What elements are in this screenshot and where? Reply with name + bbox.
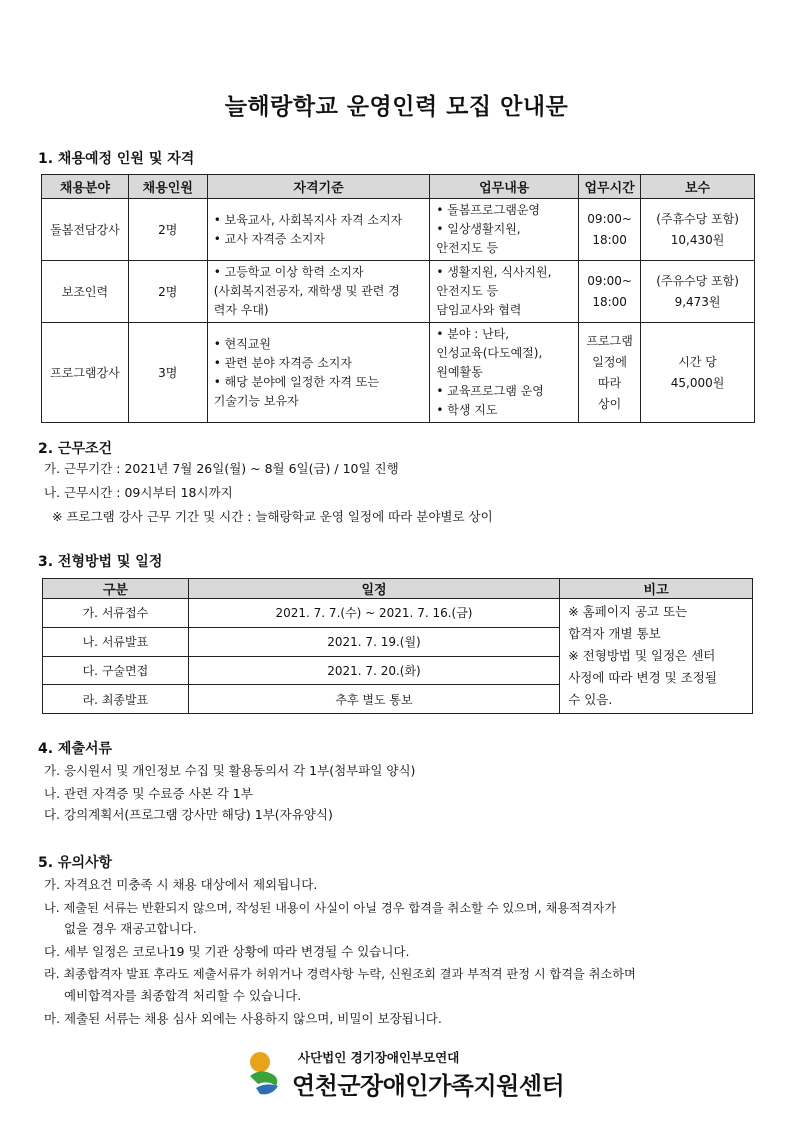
header-count: 채용인원 (128, 175, 207, 199)
time-line: 상이 (598, 396, 622, 411)
header-date: 일정 (188, 579, 559, 599)
table-row (43, 599, 753, 628)
date-cell: 2021. 7. 19.(월) (188, 627, 559, 656)
qual-line: • 해당 분야에 일정한 자격 또는 (213, 374, 379, 389)
notice-item-cont: 예비합격자를 최종합격 처리할 수 있습니다. (64, 988, 302, 1003)
stage-cell: 가. 서류접수 (43, 599, 189, 628)
schedule-header-row (43, 579, 753, 599)
qual-line: (사회복지전공자, 재학생 및 관련 경 (213, 284, 400, 298)
stage-cell: 다. 구술면접 (43, 656, 189, 685)
header-work: 업무내용 (430, 175, 579, 199)
stage-cell: 나. 서류발표 (43, 627, 189, 656)
page-title: 늘해랑학교 운영인력 모집 안내문 (224, 94, 569, 120)
work-line: • 일상생활지원, (436, 222, 521, 236)
stage-cell: 라. 최종발표 (43, 685, 189, 714)
time-line: 09:00~ (587, 211, 632, 226)
doc-item: 나. 관련 자격증 및 수료증 사본 각 1부 (44, 786, 253, 801)
section5-heading: 5. 유의사항 (38, 855, 113, 871)
qual-line: • 현직교원 (213, 336, 271, 351)
work-line: 인성교육(다도예절), (436, 346, 543, 360)
time-line: 18:00 (592, 294, 627, 309)
notice-item: 다. 세부 일정은 코로나19 및 기관 상황에 따라 변경될 수 있습니다. (44, 944, 410, 959)
notice-item: 가. 자격요건 미충족 시 채용 대상에서 제외됩니다. (44, 877, 318, 892)
work-line: • 생활지원, 식사지원, (436, 265, 552, 279)
doc-item: 다. 강의계획서(프로그램 강사만 해당) 1부(자유양식) (44, 807, 333, 822)
row-count: 3명 (128, 323, 207, 423)
time-line: 따라 (598, 375, 622, 390)
recruit-header-row (42, 175, 755, 199)
qual-line: 력자 우대) (213, 303, 269, 317)
pay-line: 9,473원 (674, 294, 721, 309)
row-count: 2명 (128, 199, 207, 261)
notice-item-cont: 없을 경우 재공고합니다. (64, 921, 197, 936)
row-work (430, 261, 579, 323)
work-hours: 나. 근무시간 : 09시부터 18시까지 (44, 485, 233, 500)
section2-note: ※ 프로그램 강사 근무 기간 및 시간 : 늘해랑학교 운영 일정에 따라 분야별로 상이 (52, 509, 493, 524)
pay-line: (주유수당 포함) (656, 273, 739, 288)
qual-line: • 관련 분야 자격증 소지자 (213, 355, 352, 370)
row-work (430, 199, 579, 261)
header-stage: 구분 (43, 579, 189, 599)
row-work (430, 323, 579, 423)
work-line: • 돌봄프로그램운영 (436, 203, 540, 217)
row-time (579, 199, 641, 261)
row-qual (207, 323, 430, 423)
header-remarks: 비고 (560, 579, 753, 599)
org-name: 연천군장애인가족지원센터 (292, 1072, 565, 1100)
remark-line: 합격자 개별 통보 (568, 626, 661, 641)
section2-heading: 2. 근무조건 (38, 441, 113, 457)
remarks-cell (560, 599, 753, 714)
pay-line: 10,430원 (670, 232, 725, 247)
pay-line: (주휴수당 포함) (656, 211, 739, 226)
work-line: 담임교사와 협력 (436, 303, 522, 317)
row-count: 2명 (128, 261, 207, 323)
notice-item: 마. 제출된 서류는 채용 심사 외에는 사용하지 않으며, 비밀이 보장됩니다. (44, 1011, 442, 1026)
date-cell: 2021. 7. 20.(화) (188, 656, 559, 685)
row-qual (207, 199, 430, 261)
remark-line: 수 있음. (568, 692, 613, 707)
row-pay (641, 199, 755, 261)
recruit-table (41, 174, 755, 423)
footer-logo (240, 1044, 570, 1100)
work-line: • 교육프로그램 운영 (436, 384, 544, 398)
time-line: 18:00 (592, 232, 627, 247)
qual-line: • 고등학교 이상 학력 소지자 (213, 265, 364, 279)
row-pay (641, 323, 755, 423)
table-row (42, 323, 755, 423)
date-cell: 2021. 7. 7.(수) ~ 2021. 7. 16.(금) (188, 599, 559, 628)
work-period: 가. 근무기간 : 2021년 7월 26일(월) ~ 8월 6일(금) / 10일 진행 (44, 461, 399, 476)
notice-item: 라. 최종합격자 발표 후라도 제출서류가 허위거나 경력사항 누락, 신원조회 결과 부적격 판정 시 합격을 취소하며 (44, 967, 636, 981)
work-line: • 학생 지도 (436, 403, 498, 417)
time-line: 프로그램 (586, 333, 633, 348)
remark-line: 사정에 따라 변경 및 조정될 (568, 670, 717, 685)
table-row (42, 199, 755, 261)
remark-line: ※ 홈페이지 공고 또는 (568, 604, 688, 619)
row-qual (207, 261, 430, 323)
section3-heading: 3. 전형방법 및 일정 (38, 554, 163, 570)
table-row (42, 261, 755, 323)
header-pay: 보수 (641, 175, 755, 199)
row-field: 보조인력 (42, 261, 129, 323)
work-line: 원예활동 (436, 365, 483, 379)
section4-heading: 4. 제출서류 (38, 741, 113, 757)
row-time (579, 261, 641, 323)
remark-line: ※ 전형방법 및 일정은 센터 (568, 648, 716, 663)
work-line: • 분야 : 난타, (436, 327, 510, 341)
header-qual: 자격기준 (207, 175, 430, 199)
pay-line: 시간 당 (678, 354, 717, 369)
date-cell: 추후 별도 통보 (188, 685, 559, 714)
pay-line: 45,000원 (670, 375, 725, 390)
row-field: 프로그램강사 (42, 323, 129, 423)
section1-heading: 1. 채용예정 인원 및 자격 (38, 151, 195, 167)
time-line: 일정에 (592, 354, 628, 369)
qual-line: 기술기능 보유자 (213, 393, 299, 408)
qual-line: • 교사 자격증 소지자 (213, 231, 325, 246)
time-line: 09:00~ (587, 273, 632, 288)
row-field: 돌봄전담강사 (42, 199, 129, 261)
row-pay (641, 261, 755, 323)
header-time: 업무시간 (579, 175, 641, 199)
center-logo-icon (246, 1050, 286, 1096)
notice-item: 나. 제출된 서류는 반환되지 않으며, 작성된 내용이 사실이 아닐 경우 합격을 취소할 수 있으며, 채용적격자가 (44, 901, 617, 915)
org-parent-name: 사단법인 경기장애인부모연대 (298, 1050, 460, 1065)
work-line: 안전지도 등 (436, 284, 499, 298)
header-field: 채용분야 (42, 175, 129, 199)
work-line: 안전지도 등 (436, 241, 499, 255)
doc-item: 가. 응시원서 및 개인정보 수집 및 활용동의서 각 1부(첨부파일 양식) (44, 763, 416, 778)
row-time (579, 323, 641, 423)
qual-line: • 보육교사, 사회복지사 자격 소지자 (213, 212, 403, 227)
schedule-table (42, 578, 753, 714)
